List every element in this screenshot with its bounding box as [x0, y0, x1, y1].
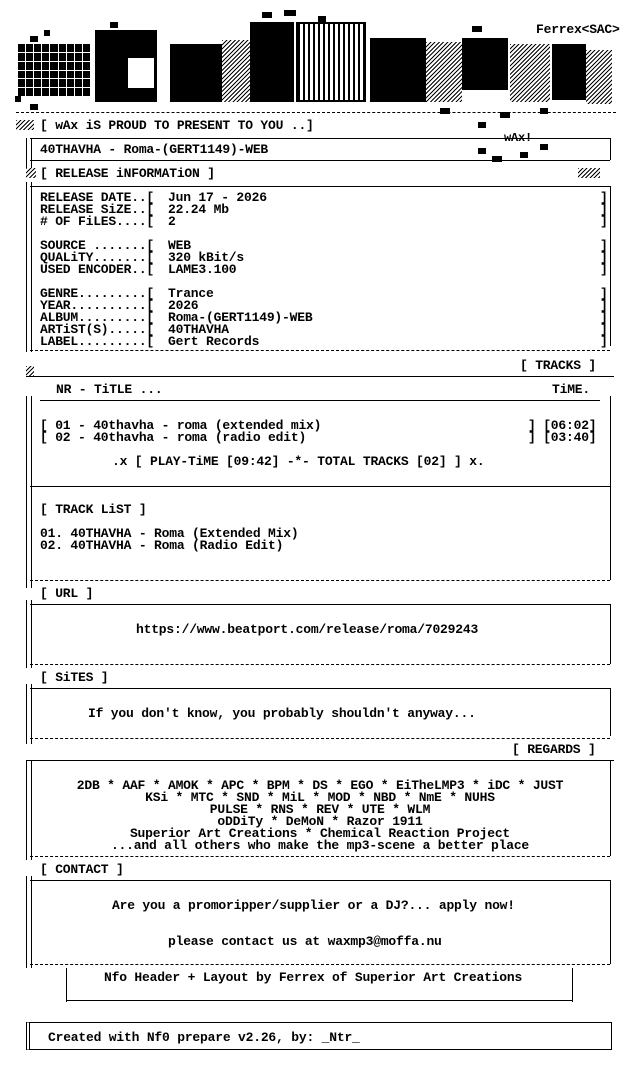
group-tag: wAx! — [504, 131, 533, 145]
contact-top-rule — [30, 880, 610, 881]
tracklist-section-label: [ TRACK LiST ] — [40, 502, 147, 517]
info-close: ] — [600, 322, 608, 337]
tracklist-left-border — [26, 492, 32, 588]
info-label: RELEASE DATE..[ — [40, 190, 155, 205]
info-value: Trance — [168, 286, 214, 301]
title-box-left-border — [26, 138, 32, 168]
info-header-hatch-left — [26, 168, 36, 178]
info-close: ] — [600, 214, 608, 229]
title-box-top — [30, 138, 610, 139]
info-label: ALBUM.........[ — [40, 310, 155, 325]
logo-underline — [16, 112, 616, 113]
logo-dot — [44, 30, 50, 36]
info-value: Jun 17 - 2026 — [168, 190, 267, 205]
logo-block-7 — [296, 22, 366, 102]
info-bottom-rule — [30, 350, 610, 351]
info-label: QUALiTY.......[ — [40, 250, 155, 265]
contact-line-1: Are you a promoripper/supplier or a DJ?... apply now! — [112, 898, 515, 913]
info-value: LAME3.100 — [168, 262, 237, 277]
created-with-text: Created with Nf0 prepare v2.26, by: _Ntr_ — [48, 1030, 360, 1045]
info-label: # OF FiLES....[ — [40, 214, 155, 229]
logo-dot — [540, 144, 548, 150]
track-time: ] [03:40] — [528, 430, 597, 445]
regards-line: oDDiTy * DeMoN * Razor 1911 — [217, 814, 423, 829]
info-value: WEB — [168, 238, 191, 253]
info-close: ] — [600, 202, 608, 217]
tracks-right-border — [610, 396, 611, 492]
info-left-border — [26, 182, 32, 352]
regards-line: 2DB * AAF * AMOK * APC * BPM * DS * EGO * EiTheLMP3 * iDC * JUST — [76, 778, 564, 793]
url-top-rule — [30, 604, 610, 605]
logo-dot — [15, 96, 21, 102]
logo-dot — [318, 16, 326, 22]
sites-text: If you don't know, you probably shouldn't anyway... — [88, 706, 476, 721]
url-section-label: [ URL ] — [40, 586, 94, 601]
info-value: 40THAVHA — [168, 322, 229, 337]
url-bottom-rule — [30, 664, 610, 665]
logo-block-10 — [462, 38, 508, 90]
logo-block-5 — [222, 40, 250, 102]
sites-right-border — [610, 688, 611, 736]
regards-right-border — [610, 760, 611, 856]
tracks-left-border — [26, 396, 32, 492]
contact-left-border — [26, 876, 32, 968]
sites-top-rule — [30, 688, 610, 689]
info-value: 2026 — [168, 298, 199, 313]
tracks-header-rule — [40, 400, 600, 401]
info-close: ] — [600, 250, 608, 265]
contact-right-border — [610, 880, 611, 964]
info-section-label: [ RELEASE iNFORMATiON ] — [40, 166, 215, 181]
wax-ascii-logo — [0, 0, 632, 133]
credits-left-border — [66, 968, 67, 1002]
info-label: SOURCE .......[ — [40, 238, 155, 253]
regards-line: KSi * MTC * SND * MiL * MOD * NBD * NmE * NUHS — [145, 790, 495, 805]
logo-dot — [440, 108, 450, 114]
info-label: GENRE.........[ — [40, 286, 155, 301]
info-label: RELEASE SiZE..[ — [40, 202, 155, 217]
deco-hatch — [16, 120, 34, 130]
info-close: ] — [600, 298, 608, 313]
info-close: ] — [600, 238, 608, 253]
regards-line: PULSE * RNS * REV * UTE * WLM — [209, 802, 431, 817]
contact-section-label: [ CONTACT ] — [40, 862, 124, 877]
logo-dot — [262, 12, 272, 18]
credits-bottom-rule — [66, 1000, 572, 1001]
regards-bottom-rule — [30, 856, 610, 857]
logo-block-4 — [170, 44, 222, 102]
logo-block-1 — [18, 44, 90, 96]
url-left-border — [26, 600, 32, 668]
layout-credit: Nfo Header + Layout by Ferrex of Superior Art Creations — [104, 970, 523, 985]
info-value: 22.24 Mb — [168, 202, 229, 217]
info-label: YEAR..........[ — [40, 298, 155, 313]
info-header-hatch-right — [578, 168, 600, 178]
credit-top: Ferrex<SAC> — [536, 22, 620, 37]
logo-dot — [30, 104, 38, 110]
release-title: 40THAVHA - Roma-(GERT1149)-WEB — [40, 142, 269, 157]
logo-dot — [492, 156, 502, 162]
tracklist-right-border — [610, 492, 611, 580]
info-value: Gert Records — [168, 334, 260, 349]
logo-block-6 — [250, 22, 294, 102]
sites-section-label: [ SiTES ] — [40, 670, 109, 685]
info-value: 320 kBit/s — [168, 250, 245, 265]
intro-text: [ wAx iS PROUD TO PRESENT TO YOU ..] — [40, 118, 314, 133]
info-top-rule — [30, 186, 610, 187]
tracklist-item: 01. 40THAVHA - Roma (Extended Mix) — [40, 526, 299, 541]
info-close: ] — [600, 310, 608, 325]
sites-bottom-rule — [30, 738, 610, 739]
logo-dot — [478, 122, 486, 128]
tracklist-item: 02. 40THAVHA - Roma (Radio Edit) — [40, 538, 284, 553]
track-time: ] [06:02] — [528, 418, 597, 433]
regards-line: Superior Art Creations * Chemical Reaction Project — [129, 826, 511, 841]
col-nr-title: NR - TiTLE ... — [56, 382, 163, 397]
contact-bottom-rule — [30, 964, 610, 965]
info-right-border — [610, 186, 611, 346]
info-label: ARTiST(S).....[ — [40, 322, 155, 337]
regards-section-label: [ REGARDS ] — [512, 742, 596, 757]
tracks-top-rule — [26, 376, 614, 377]
logo-block-12 — [552, 44, 586, 100]
logo-dot — [110, 22, 118, 28]
logo-dot — [472, 26, 482, 32]
tracks-hatch — [26, 366, 34, 376]
logo-block-9 — [426, 42, 462, 102]
logo-block-3 — [128, 58, 154, 88]
credits-right-border — [572, 968, 573, 1002]
url-right-border — [610, 604, 611, 664]
info-close: ] — [600, 190, 608, 205]
info-close: ] — [600, 262, 608, 277]
logo-block-13 — [586, 50, 612, 104]
regards-top-rule — [26, 760, 614, 761]
logo-dot — [520, 152, 528, 158]
track-row: [ 02 - 40thavha - roma (radio edit) — [40, 430, 307, 445]
info-close: ] — [600, 334, 608, 349]
logo-block-11 — [510, 44, 550, 102]
info-label: LABEL.........[ — [40, 334, 155, 349]
tracks-summary: .x [ PLAY-TiME [09:42] -*- TOTAL TRACKS [02] ] x. — [112, 454, 485, 469]
regards-line: ...and all others who make the mp3-scene a better place — [110, 838, 530, 853]
title-box-bottom — [30, 160, 610, 161]
info-value: 2 — [168, 214, 176, 229]
info-value: Roma-(GERT1149)-WEB — [168, 310, 313, 325]
tracks-bottom-rule — [30, 486, 610, 487]
logo-dot — [540, 108, 548, 114]
col-time: TiME. — [552, 382, 591, 397]
contact-line-2: please contact us at waxmp3@moffa.nu — [168, 934, 442, 949]
logo-dot — [30, 36, 38, 42]
logo-dot — [478, 148, 486, 154]
logo-dot — [284, 10, 296, 16]
track-row: [ 01 - 40thavha - roma (extended mix) — [40, 418, 322, 433]
info-close: ] — [600, 286, 608, 301]
tracklist-bottom-rule — [30, 580, 610, 581]
release-url-link[interactable]: https://www.beatport.com/release/roma/7029243 — [136, 622, 479, 637]
info-label: USED ENCODER..[ — [40, 262, 155, 277]
tracks-section-label: [ TRACKS ] — [520, 358, 597, 373]
logo-block-8 — [370, 38, 426, 102]
sites-left-border — [26, 684, 32, 744]
title-box-right — [610, 138, 611, 160]
